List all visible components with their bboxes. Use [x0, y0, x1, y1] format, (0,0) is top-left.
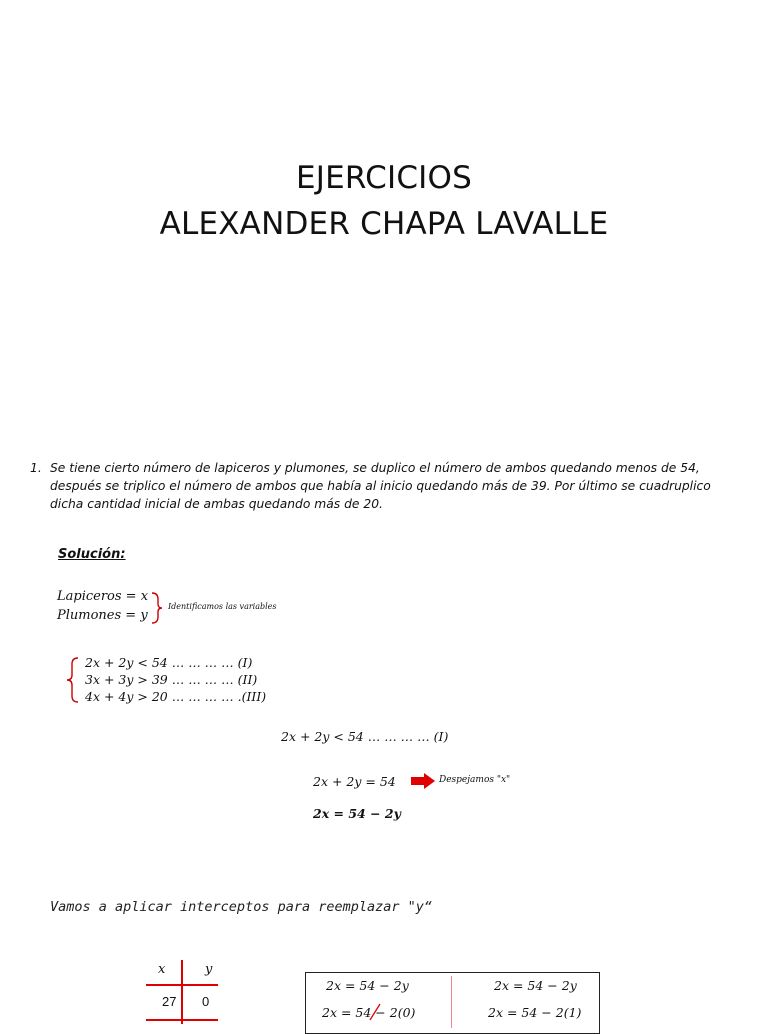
- equation: 2x + 2y = 54: [313, 774, 396, 789]
- problem-statement: [30, 459, 740, 513]
- arrow-right-icon: [410, 772, 436, 790]
- isolated-equation: 2x = 54 − 2y: [313, 806, 401, 821]
- inequality-i-repeat: 2x + 2y < 54 … … … … (I): [281, 729, 449, 744]
- despejamos-note: Despejamos "x": [439, 775, 511, 785]
- table-cell-y: 0: [202, 994, 210, 1009]
- system-ineq-2: 3x + 3y > 39 … … … … (II): [85, 672, 258, 687]
- system-ineq-3: 4x + 4y > 20 … … … … .(III): [85, 689, 267, 704]
- variables-note: Identificamos las variables: [168, 602, 277, 611]
- solution-heading: Solución:: [58, 547, 126, 562]
- system-ineq-1: 2x + 2y < 54 … … … … (I): [85, 655, 253, 670]
- box-left-line-2: 2x = 54 − 2(0): [322, 1005, 416, 1020]
- title-line-2: ALEXANDER CHAPA LAVALLE: [159, 206, 609, 242]
- table-row-divider: [146, 1019, 218, 1021]
- box-right-line-2: 2x = 54 − 2(1): [488, 1005, 582, 1020]
- table-header-x: x: [158, 962, 166, 977]
- box-right-line-1: 2x = 54 − 2y: [494, 978, 577, 993]
- strike-mark-icon: [368, 1002, 382, 1022]
- title-line-1: EJERCICIOS: [296, 160, 472, 196]
- box-left-line-1: 2x = 54 − 2y: [326, 978, 409, 993]
- problem-number: 1.: [30, 461, 42, 475]
- box-divider: [451, 976, 452, 1028]
- variable-plumones: Plumones = y: [57, 608, 148, 623]
- table-header-y: y: [205, 962, 213, 977]
- table-column-divider: [181, 960, 183, 1024]
- intercepts-text: Vamos a aplicar interceptos para reemplazar "y“: [50, 899, 433, 915]
- problem-text: Se tiene cierto número de lapiceros y plumones, se duplico el número de ambos quedando menos de 54, después se triplico el número de ambos que había al inicio quedando más de 39. Por último se cuadruplico dicha cantidad inicial de ambas quedando más de 20.: [50, 461, 711, 511]
- variables-brace-icon: [150, 591, 164, 625]
- variable-lapiceros: Lapiceros = x: [57, 589, 149, 604]
- table-cell-x: 27: [162, 994, 177, 1009]
- system-brace-icon: [66, 656, 80, 704]
